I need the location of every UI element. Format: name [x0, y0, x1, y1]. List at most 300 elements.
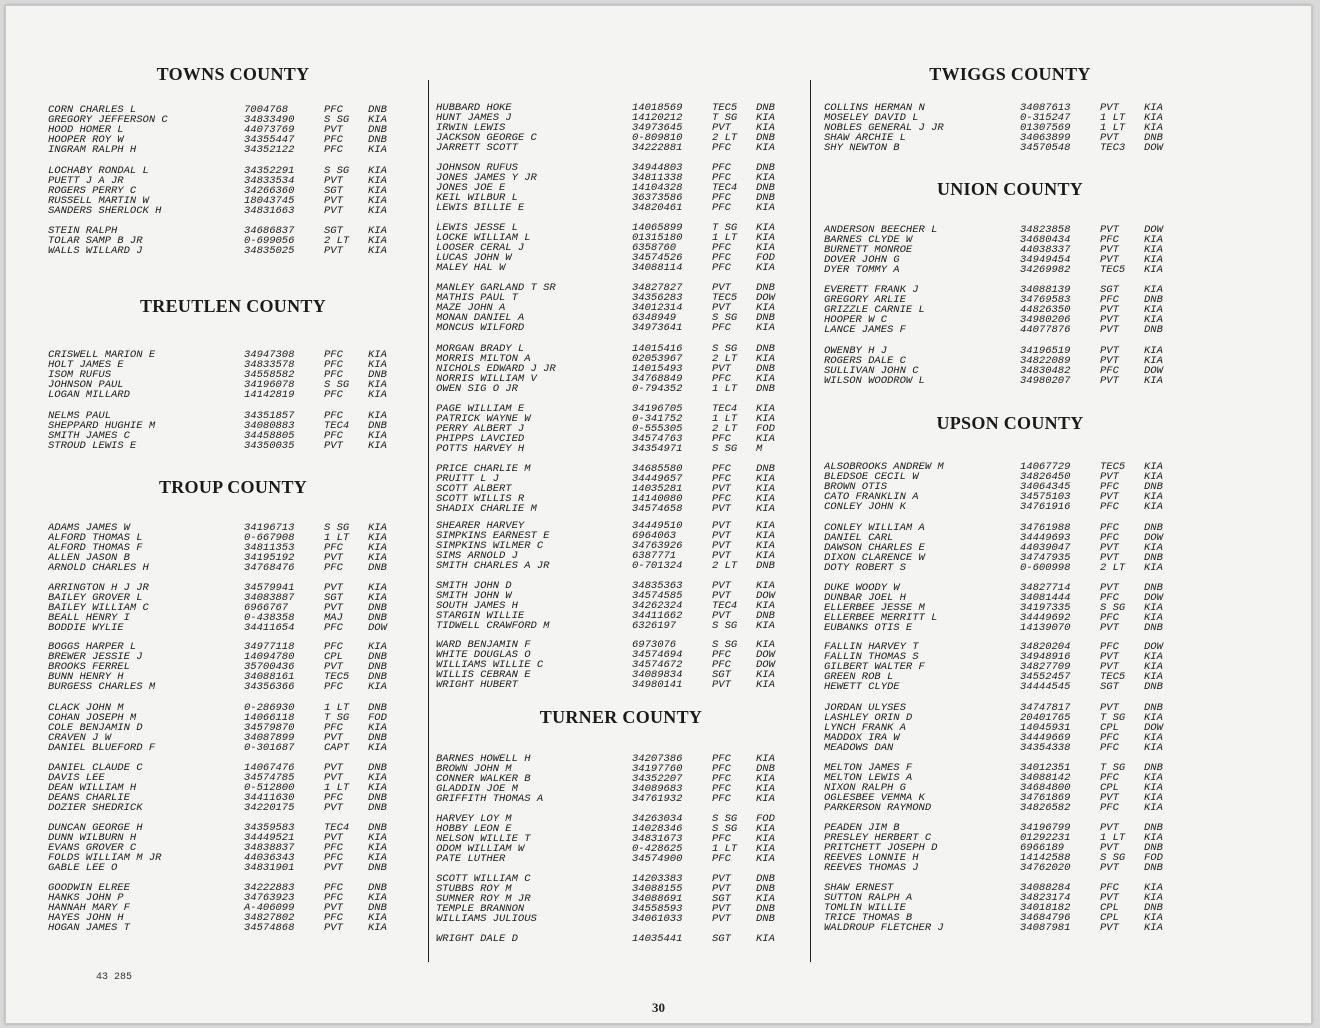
rank-cell: PFC: [324, 882, 343, 894]
roster-row: [436, 640, 806, 650]
name-cell: DEAN WILLIAM H: [48, 783, 137, 794]
name-cell: HOOD HOMER L: [48, 125, 124, 136]
name-cell: LOCKE WILLIAM L: [436, 233, 531, 244]
name-group: [436, 521, 806, 571]
rank-cell: PVT: [712, 873, 731, 885]
rank-cell: PVT: [1100, 224, 1119, 236]
serial-cell: 34449657: [632, 473, 683, 486]
rank-cell: 2 LT: [712, 132, 738, 145]
status-cell: DNB: [756, 132, 775, 145]
status-cell: DNB: [756, 282, 775, 294]
rank-cell: 2 LT: [712, 353, 738, 366]
name-cell: JONES JAMES Y JR: [436, 173, 537, 184]
rank-cell: PFC: [1100, 234, 1119, 247]
name-cell: HOOPER W C: [824, 315, 888, 326]
rank-cell: PVT: [324, 802, 343, 815]
rank-cell: 1 LT: [1100, 112, 1126, 125]
rank-cell: TEC5: [324, 671, 350, 684]
roster-row: [436, 660, 806, 670]
roster-row: [824, 713, 1196, 723]
rank-cell: PVT: [324, 552, 343, 565]
rank-cell: PFC: [1100, 501, 1119, 514]
status-cell: KIA: [368, 430, 387, 443]
rank-cell: PVT: [712, 122, 731, 135]
rank-cell: PVT: [712, 883, 731, 896]
name-group: [48, 411, 418, 451]
name-cell: MORRIS MILTON A: [436, 354, 531, 365]
rank-cell: PFC: [1100, 612, 1119, 625]
roster-row: [48, 672, 418, 682]
serial-cell: 34449521: [244, 832, 295, 845]
column-divider-right: [810, 80, 811, 962]
rank-cell: PVT: [324, 832, 343, 845]
roster-row: [436, 611, 806, 621]
rank-cell: 1 LT: [1100, 832, 1126, 845]
status-cell: KIA: [756, 433, 775, 446]
rank-cell: PFC: [712, 793, 731, 806]
status-cell: DNB: [756, 343, 775, 355]
rank-cell: PFC: [324, 369, 343, 382]
status-cell: DOW: [756, 590, 775, 603]
rank-cell: S SG: [712, 343, 738, 355]
status-cell: KIA: [756, 473, 775, 486]
status-cell: KIA: [1144, 254, 1163, 267]
column-right: [824, 6, 1196, 1023]
name-cell: WALLS WILLARD J: [48, 246, 143, 257]
roster-row: [48, 421, 418, 431]
name-cell: SHAW ERNEST: [824, 883, 894, 894]
roster-row: [436, 601, 806, 611]
serial-cell: 34197335: [1020, 602, 1071, 615]
status-cell: KIA: [368, 440, 387, 453]
rank-cell: PFC: [712, 262, 731, 275]
status-cell: DNB: [1144, 622, 1163, 635]
name-cell: ALFORD THOMAS F: [48, 543, 143, 554]
status-cell: DNB: [368, 420, 387, 433]
status-cell: KIA: [368, 842, 387, 855]
status-cell: DNB: [368, 612, 387, 625]
serial-cell: 0-701324: [632, 560, 683, 573]
serial-cell: 34350035: [244, 440, 295, 453]
serial-cell: 34761916: [1020, 501, 1071, 514]
name-group: [48, 226, 418, 256]
status-cell: DNB: [368, 902, 387, 915]
name-cell: SHEPPARD HUGHIE M: [48, 421, 156, 432]
status-cell: DNB: [756, 463, 775, 475]
status-cell: KIA: [756, 302, 775, 315]
status-cell: DNB: [368, 104, 387, 116]
roster-row: [436, 223, 806, 233]
rank-cell: PVT: [1100, 345, 1119, 357]
roster-row: [436, 384, 806, 394]
rank-cell: PFC: [324, 430, 343, 443]
rank-cell: 1 LT: [324, 532, 350, 545]
serial-cell: 14018569: [632, 102, 683, 114]
serial-cell: 34763923: [244, 892, 295, 905]
serial-cell: 0-286930: [244, 702, 295, 714]
rank-cell: 2 LT: [712, 560, 738, 573]
serial-cell: 6358760: [632, 242, 677, 255]
serial-cell: 34980141: [632, 679, 683, 692]
name-cell: NIXON RALPH G: [824, 783, 906, 794]
name-cell: ELLERBEE JESSE M: [824, 603, 925, 614]
rank-cell: PVT: [1100, 792, 1119, 805]
name-cell: POTTS HARVEY H: [436, 444, 525, 455]
serial-cell: 34411630: [244, 792, 295, 805]
serial-cell: 34352207: [632, 773, 683, 786]
serial-cell: 34449669: [1020, 732, 1071, 745]
status-cell: DNB: [756, 903, 775, 916]
name-group: [824, 763, 1196, 813]
status-cell: KIA: [1144, 892, 1163, 905]
name-cell: SHY NEWTON B: [824, 143, 900, 154]
serial-cell: 34411654: [244, 622, 295, 635]
rank-cell: PVT: [324, 661, 343, 674]
roster-row: [436, 374, 806, 384]
roster-row: [48, 206, 418, 216]
name-cell: GREGORY ARLIE: [824, 295, 906, 306]
status-cell: KIA: [368, 922, 387, 935]
rank-cell: S SG: [712, 443, 738, 456]
rank-cell: S SG: [712, 639, 738, 651]
name-cell: TEMPLE BRANNON: [436, 904, 525, 915]
serial-cell: 14094780: [244, 651, 295, 664]
name-cell: HOLT JAMES E: [48, 360, 124, 371]
county-heading-treutlen: TREUTLEN COUNTY: [139, 296, 327, 316]
roster-row: [824, 472, 1196, 482]
name-cell: SHAW ARCHIE L: [824, 133, 906, 144]
name-cell: PHIPPS LAVCIED: [436, 434, 525, 445]
name-cell: ARRINGTON H J JR: [48, 583, 149, 594]
serial-cell: 34831901: [244, 862, 295, 875]
serial-cell: 34574763: [632, 433, 683, 446]
name-cell: GRIFFITH THOMAS A: [436, 794, 544, 805]
roster-row: [824, 113, 1196, 123]
rank-cell: T SG: [712, 222, 738, 234]
serial-cell: 34012351: [1020, 762, 1071, 774]
roster-row: [48, 431, 418, 441]
roster-row: [48, 682, 418, 692]
serial-cell: 14120212: [632, 112, 683, 125]
status-cell: KIA: [756, 222, 775, 234]
name-cell: BROWN JOHN M: [436, 764, 512, 775]
name-cell: OGLESBEE VEMMA K: [824, 793, 925, 804]
name-cell: SHEARER HARVEY: [436, 521, 525, 532]
rank-cell: PVT: [324, 245, 343, 258]
roster-row: [824, 502, 1196, 512]
rank-cell: PFC: [1100, 592, 1119, 605]
rank-cell: PVT: [324, 124, 343, 137]
serial-cell: 44039047: [1020, 542, 1071, 555]
roster-row: [436, 313, 806, 323]
name-cell: PEADEN JIM B: [824, 823, 900, 834]
rank-cell: S SG: [324, 522, 350, 534]
name-cell: DOTY ROBERT S: [824, 563, 906, 574]
serial-cell: 34088691: [632, 893, 683, 906]
name-cell: SCOTT ALBERT: [436, 484, 512, 495]
roster-row: [436, 123, 806, 133]
roster-row: [436, 531, 806, 541]
name-cell: EVANS GROVER C: [48, 843, 137, 854]
status-cell: KIA: [1144, 501, 1163, 514]
roster-row: [436, 824, 806, 834]
status-cell: DNB: [1144, 681, 1163, 694]
name-cell: ALLEN JASON B: [48, 553, 130, 564]
roster-row: [48, 863, 418, 873]
rank-cell: PVT: [1100, 552, 1119, 565]
roster-row: [824, 863, 1196, 873]
rank-cell: PVT: [1100, 542, 1119, 555]
name-group: [436, 464, 806, 514]
roster-row: [436, 203, 806, 213]
serial-cell: 34830482: [1020, 365, 1071, 378]
name-group: [48, 823, 418, 873]
status-cell: M: [756, 443, 763, 456]
roster-row: [824, 103, 1196, 113]
rank-cell: PVT: [712, 540, 731, 553]
roster-row: [48, 441, 418, 451]
status-cell: DNB: [756, 913, 775, 926]
serial-cell: 6387771: [632, 550, 677, 563]
rank-cell: PFC: [712, 322, 731, 335]
roster-row: [48, 853, 418, 863]
rank-cell: CPL: [1100, 782, 1119, 795]
status-cell: DNB: [368, 802, 387, 815]
serial-cell: 0-512800: [244, 782, 295, 795]
name-cell: HUBBARD HOKE: [436, 103, 512, 114]
roster-row: [436, 243, 806, 253]
status-cell: DNB: [1144, 481, 1163, 494]
status-cell: KIA: [756, 783, 775, 796]
roster-row: [48, 350, 418, 360]
roster-row: [436, 834, 806, 844]
status-cell: DNB: [756, 192, 775, 205]
status-cell: DNB: [756, 102, 775, 114]
serial-cell: 34088142: [1020, 772, 1071, 785]
rank-cell: PVT: [324, 862, 343, 875]
status-cell: DOW: [756, 649, 775, 662]
roster-row: [436, 464, 806, 474]
name-cell: ARNOLD CHARLES H: [48, 563, 149, 574]
serial-cell: 34263034: [632, 813, 683, 825]
serial-cell: 34768849: [632, 373, 683, 386]
status-cell: KIA: [1144, 375, 1163, 388]
name-cell: HOBBY LEON E: [436, 824, 512, 835]
name-group: [824, 103, 1196, 153]
serial-cell: 14065899: [632, 222, 683, 234]
name-group: [48, 642, 418, 692]
serial-cell: 34833490: [244, 114, 295, 127]
rank-cell: PVT: [712, 550, 731, 563]
name-cell: NELSON WILLIE T: [436, 834, 531, 845]
rank-cell: 2 LT: [1100, 562, 1126, 575]
rank-cell: PVT: [712, 302, 731, 315]
name-cell: CONNER WALKER B: [436, 774, 531, 785]
status-cell: KIA: [368, 175, 387, 188]
status-cell: DNB: [756, 182, 775, 195]
name-cell: SCOTT WILLIS R: [436, 494, 525, 505]
name-group: [824, 285, 1196, 335]
serial-cell: 34835025: [244, 245, 295, 258]
rank-cell: PFC: [712, 473, 731, 486]
name-cell: MEADOWS DAN: [824, 743, 894, 754]
serial-cell: 14067729: [1020, 461, 1071, 473]
roster-row: [824, 903, 1196, 913]
name-cell: SMITH JAMES C: [48, 431, 130, 442]
serial-cell: 34827714: [1020, 582, 1071, 594]
status-cell: KIA: [368, 722, 387, 735]
status-cell: KIA: [368, 410, 387, 422]
serial-cell: 34458805: [244, 430, 295, 443]
rank-cell: 1 LT: [712, 383, 738, 396]
rank-cell: PVT: [712, 610, 731, 623]
serial-cell: 34222881: [632, 142, 683, 155]
rank-cell: PVT: [1100, 862, 1119, 875]
roster-row: [48, 773, 418, 783]
status-cell: KIA: [1144, 491, 1163, 504]
rank-cell: SGT: [1100, 681, 1119, 694]
status-cell: KIA: [1144, 284, 1163, 296]
rank-cell: PFC: [1100, 522, 1119, 534]
column-middle: [436, 6, 806, 1023]
name-cell: MOSELEY DAVID L: [824, 113, 919, 124]
status-cell: DNB: [756, 162, 775, 174]
status-cell: KIA: [1144, 712, 1163, 725]
status-cell: KIA: [756, 353, 775, 366]
status-cell: KIA: [756, 679, 775, 692]
serial-cell: 34196713: [244, 522, 295, 534]
serial-cell: 14066118: [244, 712, 295, 725]
rank-cell: PVT: [1100, 822, 1119, 834]
serial-cell: 34220175: [244, 802, 295, 815]
rank-cell: PVT: [1100, 132, 1119, 145]
rank-cell: PFC: [712, 493, 731, 506]
rank-cell: T SG: [324, 712, 350, 725]
name-cell: STROUD LEWIS E: [48, 441, 137, 452]
serial-cell: 35700436: [244, 661, 295, 674]
status-cell: DNB: [368, 134, 387, 147]
roster-row: [48, 893, 418, 903]
serial-cell: 14142819: [244, 389, 295, 402]
serial-cell: 34088284: [1020, 882, 1071, 894]
rank-cell: CPL: [324, 651, 343, 664]
serial-cell: 34948916: [1020, 651, 1071, 664]
name-cell: HANKS JOHN P: [48, 893, 124, 904]
roster-row: [824, 672, 1196, 682]
rank-cell: SGT: [712, 893, 731, 906]
serial-cell: 34558582: [244, 369, 295, 382]
name-cell: JONES JOE E: [436, 183, 506, 194]
roster-row: [824, 743, 1196, 753]
serial-cell: 34574868: [244, 922, 295, 935]
name-cell: DUKE WOODY W: [824, 583, 900, 594]
status-cell: KIA: [368, 195, 387, 208]
name-group: [48, 105, 418, 155]
status-cell: DNB: [1144, 902, 1163, 915]
name-group: [824, 883, 1196, 933]
status-cell: KIA: [368, 681, 387, 694]
status-cell: KIA: [368, 532, 387, 545]
rank-cell: TEC5: [712, 102, 738, 114]
serial-cell: 34763926: [632, 540, 683, 553]
status-cell: KIA: [1144, 912, 1163, 925]
rank-cell: PVT: [324, 175, 343, 188]
status-cell: KIA: [756, 142, 775, 155]
status-cell: KIA: [1144, 314, 1163, 327]
roster-row: [436, 143, 806, 153]
name-cell: GOODWIN ELREE: [48, 883, 130, 894]
serial-cell: 34684796: [1020, 912, 1071, 925]
rank-cell: PFC: [1100, 481, 1119, 494]
roster-row: [824, 613, 1196, 623]
rank-cell: PVT: [1100, 102, 1119, 114]
status-cell: KIA: [368, 379, 387, 392]
status-cell: KIA: [756, 322, 775, 335]
name-cell: LEWIS BILLIE E: [436, 203, 525, 214]
roster-row: [824, 356, 1196, 366]
serial-cell: 18043745: [244, 195, 295, 208]
name-cell: JARRETT SCOTT: [436, 143, 518, 154]
status-cell: KIA: [756, 793, 775, 806]
serial-cell: 34574900: [632, 853, 683, 866]
name-group: [824, 346, 1196, 386]
roster-row: [48, 563, 418, 573]
serial-cell: 34262324: [632, 600, 683, 613]
serial-cell: 34574658: [632, 503, 683, 516]
status-cell: KIA: [1144, 122, 1163, 135]
name-cell: PRUITT L J: [436, 474, 500, 485]
name-cell: PAGE WILLIAM E: [436, 404, 525, 415]
roster-row: [824, 853, 1196, 863]
serial-cell: 34088139: [1020, 284, 1071, 296]
status-cell: DOW: [1144, 365, 1163, 378]
status-cell: DOW: [1144, 142, 1163, 155]
serial-cell: 14140080: [632, 493, 683, 506]
rank-cell: PVT: [1100, 375, 1119, 388]
serial-cell: 34570548: [1020, 142, 1071, 155]
rank-cell: SGT: [1100, 284, 1119, 296]
serial-cell: 14045931: [1020, 722, 1071, 735]
rank-cell: PVT: [324, 195, 343, 208]
roster-row: [48, 623, 418, 633]
rank-cell: PFC: [712, 192, 731, 205]
rank-cell: PVT: [324, 205, 343, 218]
status-cell: KIA: [756, 403, 775, 415]
status-cell: DOW: [1144, 641, 1163, 653]
serial-cell: 34088155: [632, 883, 683, 896]
serial-cell: 34685580: [632, 463, 683, 475]
serial-cell: 34449510: [632, 520, 683, 532]
roster-row: [48, 135, 418, 145]
rank-cell: PVT: [1100, 622, 1119, 635]
county-heading-troup: TROUP COUNTY: [158, 477, 308, 497]
rank-cell: PFC: [1100, 742, 1119, 755]
roster-row: [436, 894, 806, 904]
rank-cell: TEC4: [712, 600, 738, 613]
serial-cell: 44826350: [1020, 304, 1071, 317]
name-cell: CATO FRANKLIN A: [824, 492, 919, 503]
name-group: [436, 874, 806, 924]
name-cell: LANCE JAMES F: [824, 325, 906, 336]
status-cell: KIA: [368, 772, 387, 785]
status-cell: KIA: [368, 912, 387, 925]
roster-row: [436, 884, 806, 894]
name-cell: ADAMS JAMES W: [48, 523, 130, 534]
roster-row: [48, 145, 418, 155]
status-cell: KIA: [368, 582, 387, 594]
roster-row: [48, 613, 418, 623]
roster-row: [824, 255, 1196, 265]
